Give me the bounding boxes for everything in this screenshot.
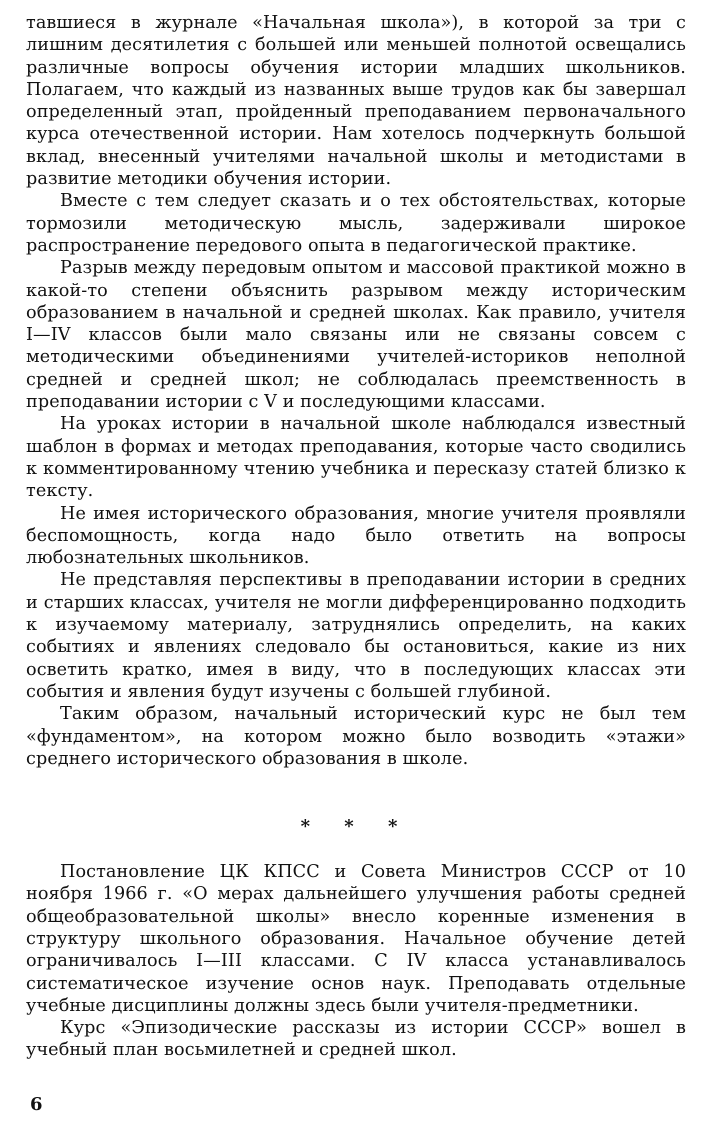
paragraph-2: Вместе с тем следует сказать и о тех обстоятельствах, которые тормозили методическую мысль, задерживали широкое распространение передового опыта в педагогической практике. (26, 191, 686, 256)
paragraph-7: Таким образом, начальный исторический курс не был тем «фундаментом», на котором можно было возводить «этажи» среднего исторического образования в школе. (26, 704, 686, 769)
paragraph-1: тавшиеся в журнале «Начальная школа»), в которой за три с лишним десятилетия с большей или меньшей полнотой освещались различные вопросы обучения истории младших школьников. Полагаем, что каждый из названных выше трудов как бы завершал определенный этап, пройденный преподаванием первоначального курса отечественной истории. Нам хотелось подчеркнуть большой вклад, внесенный учителями начальной школы и методистами в развитие методики обучения истории. (26, 13, 686, 190)
paragraph-4: На уроках истории в начальной школе наблюдался известный шаблон в формах и методах преподавания, которые часто сводились к комментированному чтению учебника и пересказу статей близко к тексту. (26, 414, 686, 502)
page-number: 6 (30, 1094, 43, 1115)
paragraph-5: Не имея исторического образования, многие учителя проявляли беспомощность, когда надо было ответить на вопросы любознательных школьников. (26, 503, 686, 569)
paragraph-8: Постановление ЦК КПСС и Совета Министров СССР от 10 ноября 1966 г. «О мерах дальнейшего улучшения работы средней общеобразовательной школы» внесло коренные изменения в структуру школьного образования. Начальное обучение детей ограничивалось I—III классами. С IV класса устанавливалось систематическое изучение основ наук. Преподавать отдельные учебные дисциплины должны здесь были учителя-предметники. (26, 862, 686, 1016)
paragraph-3: Разрыв между передовым опытом и массовой практикой можно в какой-то степени объяснить разрывом между историческим образованием в начальной и средней школах. Как правило, учителя I—IV классов были мало связаны или не связаны совсем с методическими объединениями учителей-историков неполной средней и средней школ; не соблюдалась преемственность в преподавании истории с V и последующими классами. (26, 258, 686, 413)
page-text-block (26, 12, 686, 1062)
paragraph-9: Курс «Эпизодические рассказы из истории СССР» вошел в учебный план восьмилетней и средней школ. (26, 1018, 686, 1061)
paragraph-6: Не представляя перспективы в преподавании истории в средних и старших классах, учителя не могли дифференцированно подходить к изучаемому материалу, затруднялись определить, на каких событиях и явлениях следовало бы остановиться, какие из них осветить кратко, имея в виду, что в последующих классах эти события и явления будут изучены с большей глубиной. (26, 570, 686, 702)
section-divider: * * * (300, 816, 412, 838)
